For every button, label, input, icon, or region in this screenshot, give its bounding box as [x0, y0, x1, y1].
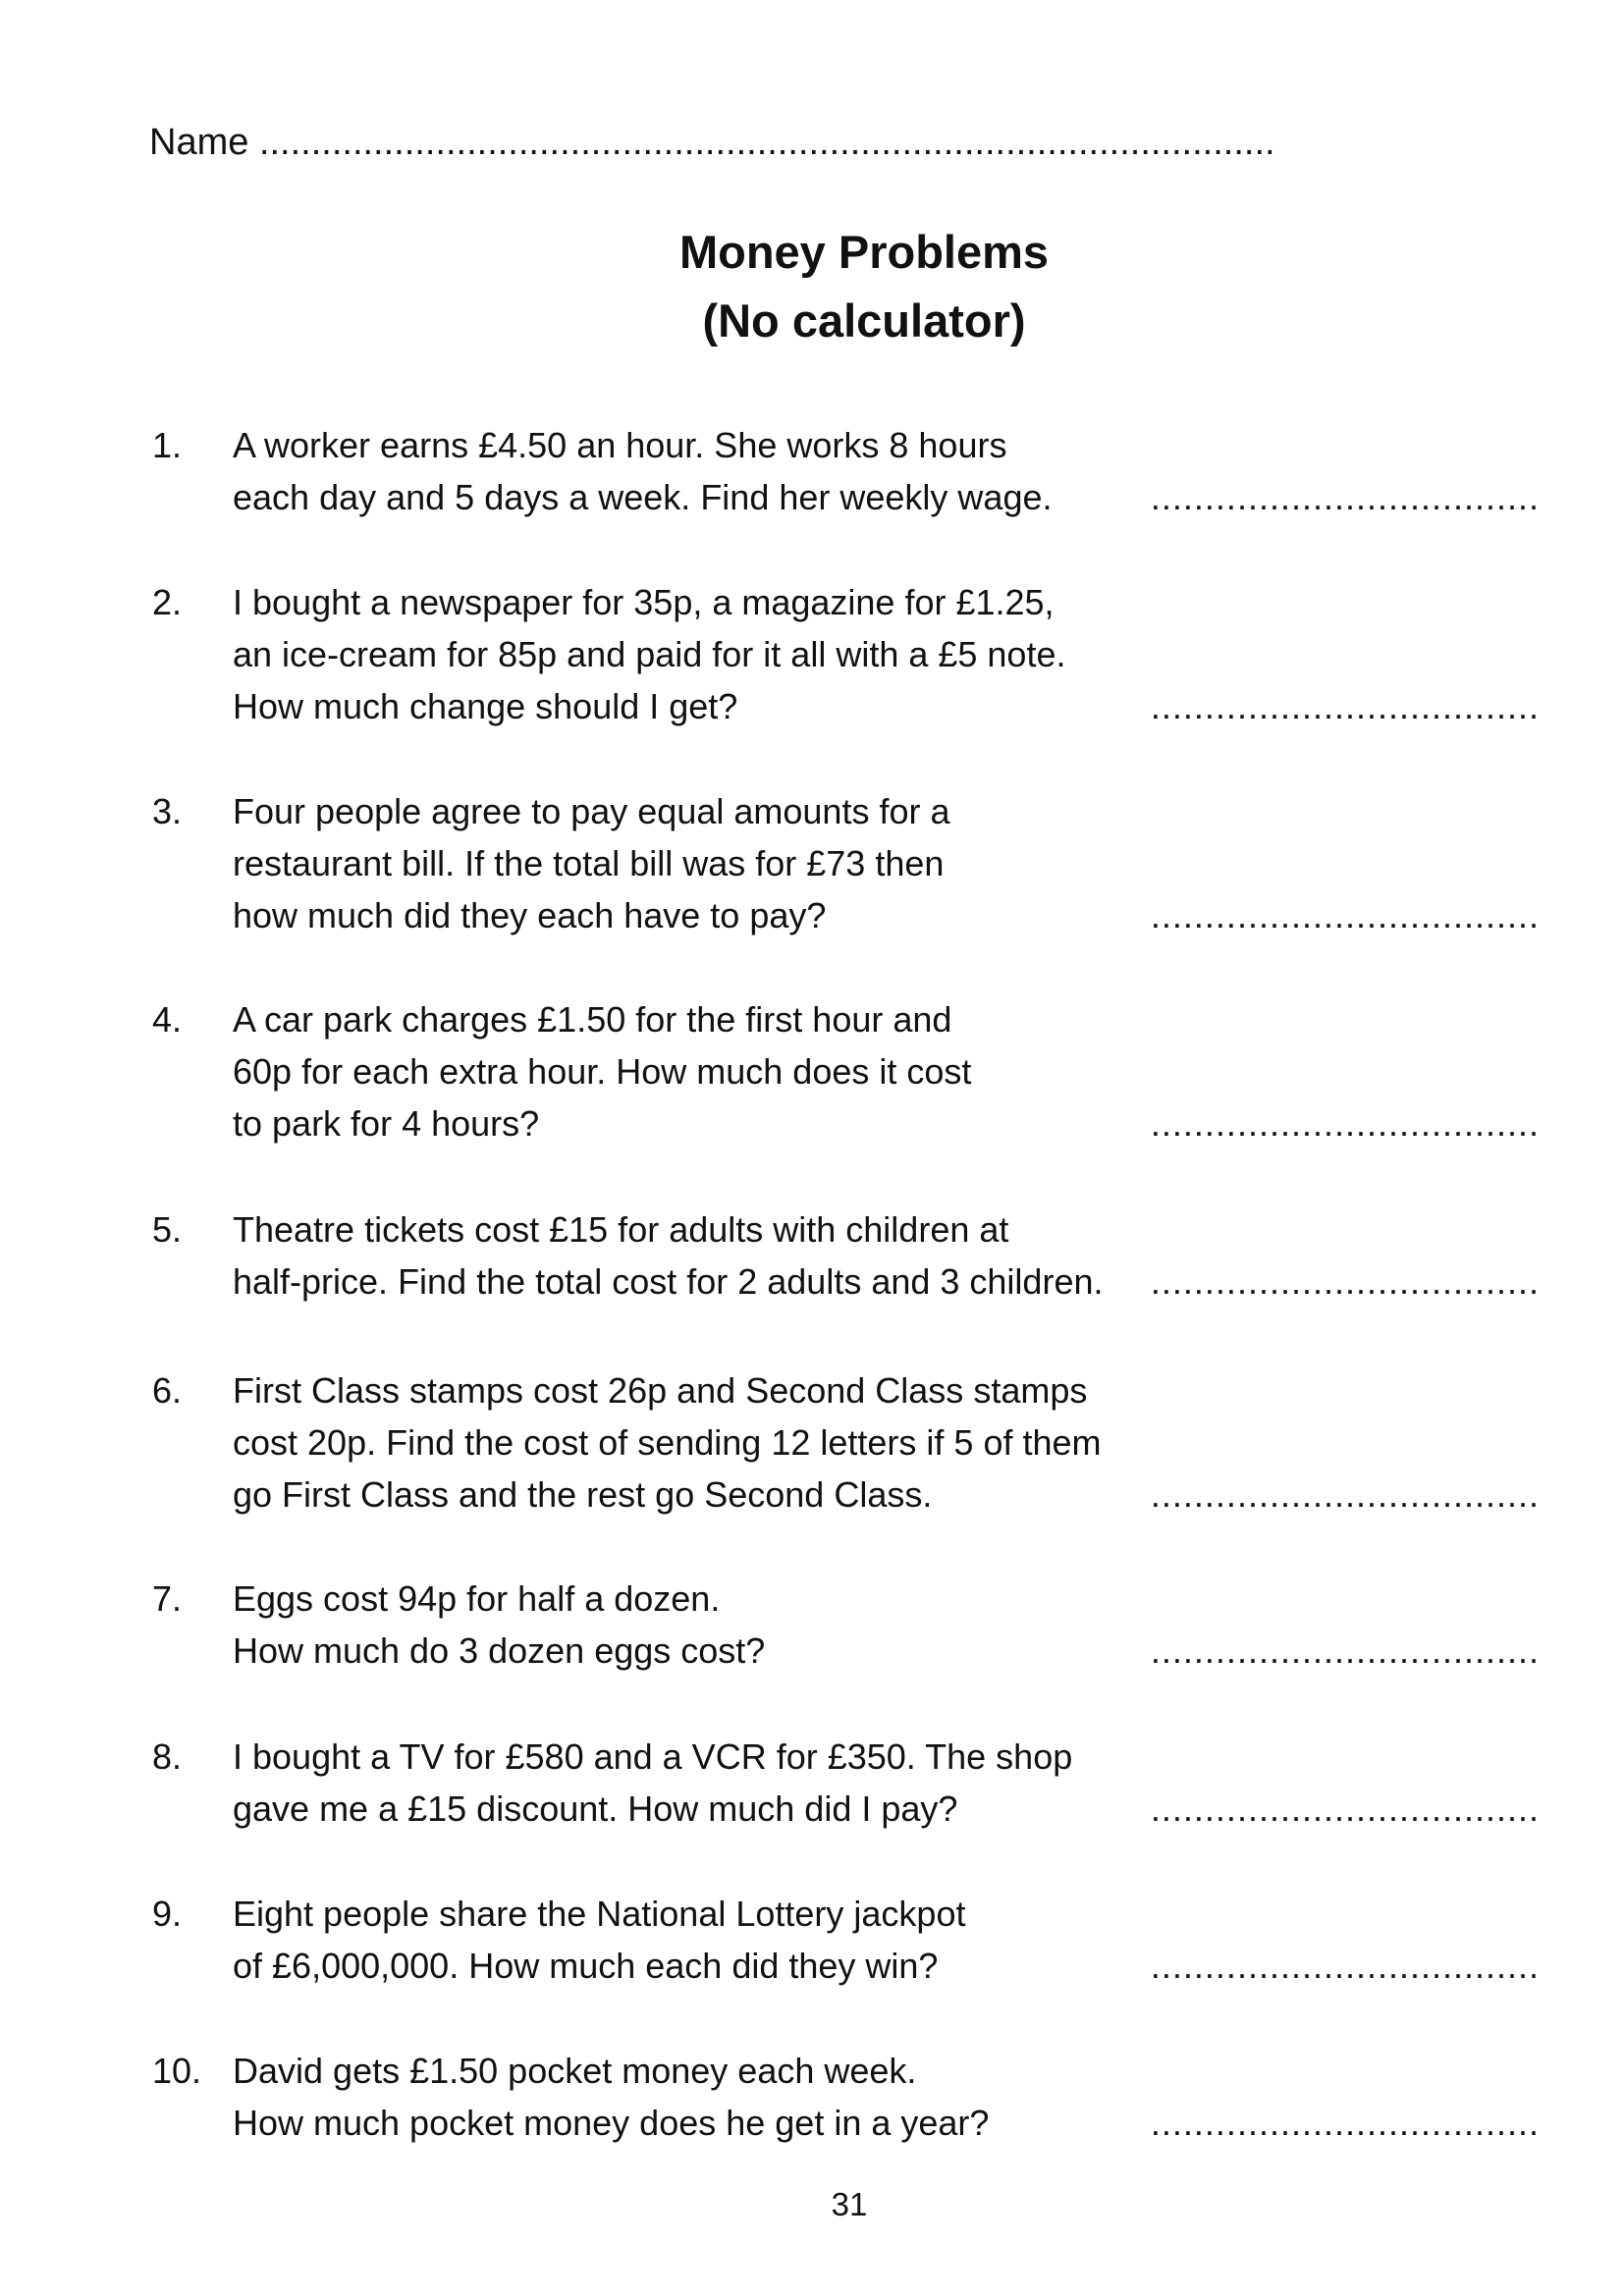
question-line: Eight people share the National Lottery jackpot	[233, 1894, 966, 1934]
question-line: Eggs cost 94p for half a dozen.	[233, 1578, 721, 1619]
answer-field[interactable]: ....................................	[1150, 686, 1540, 726]
answer-field[interactable]: ....................................	[1150, 2103, 1540, 2143]
question-line: an ice-cream for 85p and paid for it all with a £5 note.	[233, 634, 1066, 674]
question-line: gave me a £15 discount. How much did I pay?	[233, 1789, 958, 1829]
question-number: 9.	[152, 1894, 183, 1934]
question-number: 2.	[152, 582, 183, 622]
answer-field[interactable]: ....................................	[1150, 1103, 1540, 1144]
question-number: 4.	[152, 999, 183, 1040]
answer-field[interactable]: ....................................	[1150, 1789, 1540, 1829]
question-line: go First Class and the rest go Second Class.	[233, 1474, 933, 1515]
question-line: Theatre tickets cost £15 for adults with children at	[233, 1209, 1009, 1250]
question-line: half-price. Find the total cost for 2 adults and 3 children.	[233, 1261, 1104, 1302]
page-title: Money Problems	[678, 226, 1050, 278]
answer-field[interactable]: ....................................	[1150, 1474, 1540, 1515]
question-number: 10.	[152, 2051, 202, 2091]
page-subtitle: (No calculator)	[702, 294, 1026, 347]
question-line: restaurant bill. If the total bill was for £73 then	[233, 843, 945, 883]
question-line: how much did they each have to pay?	[233, 895, 827, 935]
question-line: How much pocket money does he get in a year?	[233, 2103, 990, 2143]
answer-field[interactable]: ....................................	[1150, 1630, 1540, 1671]
question-line: A worker earns £4.50 an hour. She works 8 hours	[233, 425, 1007, 465]
answer-field[interactable]: ....................................	[1150, 895, 1540, 935]
question-number: 7.	[152, 1578, 183, 1619]
question-line: Four people agree to pay equal amounts for a	[233, 791, 950, 831]
question-line: A car park charges £1.50 for the first hour and	[233, 999, 952, 1040]
question-line: How much change should I get?	[233, 686, 738, 726]
question-line: cost 20p. Find the cost of sending 12 letters if 5 of them	[233, 1422, 1102, 1463]
page-number: 31	[831, 2186, 868, 2222]
question-line: First Class stamps cost 26p and Second Class stamps	[233, 1370, 1088, 1411]
question-line: I bought a newspaper for 35p, a magazine for £1.25,	[233, 582, 1055, 622]
question-number: 5.	[152, 1209, 183, 1250]
question-number: 3.	[152, 791, 183, 831]
question-line: of £6,000,000. How much each did they win?	[233, 1946, 939, 1986]
name-field[interactable]: Name ..................................................................................................	[149, 122, 1275, 163]
question-line: each day and 5 days a week. Find her weekly wage.	[233, 477, 1053, 517]
question-line: to park for 4 hours?	[233, 1103, 540, 1144]
question-line: I bought a TV for £580 and a VCR for £350. The shop	[233, 1736, 1073, 1777]
question-number: 6.	[152, 1370, 183, 1411]
answer-field[interactable]: ....................................	[1150, 477, 1540, 517]
question-number: 1.	[152, 425, 183, 465]
answer-field[interactable]: ....................................	[1150, 1946, 1540, 1986]
answer-field[interactable]: ....................................	[1150, 1261, 1540, 1302]
question-line: How much do 3 dozen eggs cost?	[233, 1630, 766, 1671]
question-number: 8.	[152, 1736, 183, 1777]
question-line: 60p for each extra hour. How much does it cost	[233, 1051, 972, 1092]
question-line: David gets £1.50 pocket money each week.	[233, 2051, 917, 2091]
